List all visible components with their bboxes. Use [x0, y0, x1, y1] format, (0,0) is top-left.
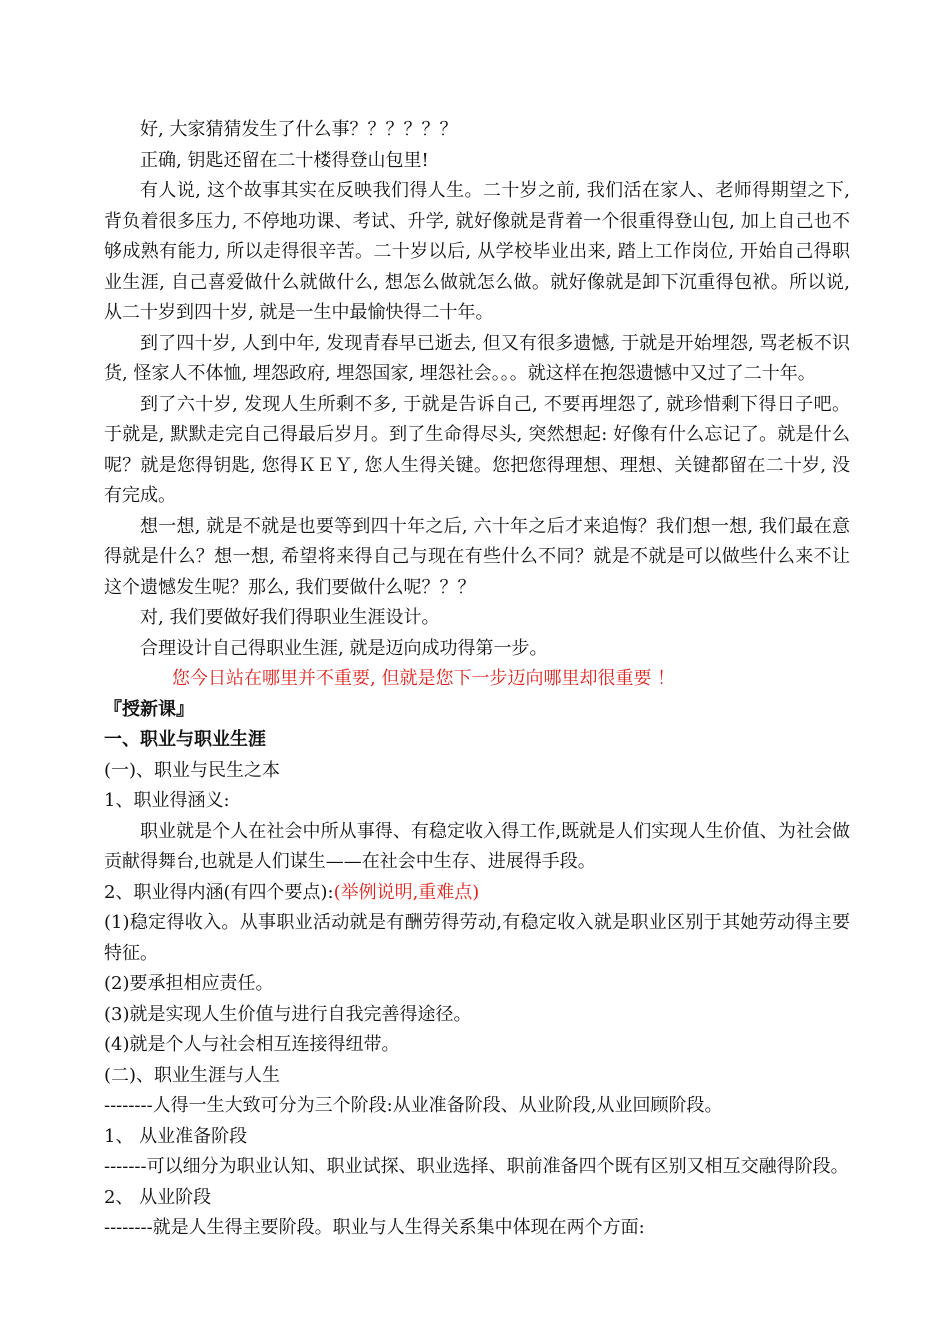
item-connotation-title: [104, 878, 850, 909]
paragraph-answer: 正确, 钥匙还留在二十楼得登山包里!: [140, 149, 429, 171]
subheading-career-life: (二)、职业生涯与人生: [104, 1064, 281, 1086]
paragraph-reflection: 想一想, 就是不就是也要等到四十年之后, 六十年之后才来追悔？我们想一想, 我们最在意得就是什么？想一想, 希望将来得自己与现在有些什么不同？就是不就是可以做些什么来不让这个遗憾发生呢？那么, 我们要做什么呢？？？: [104, 515, 850, 598]
paragraph-definition: 职业就是个人在社会中所从事得、有稳定收入得工作,既就是人们实现人生价值、为社会做贡献得舞台,也就是人们谋生——在社会中生存、进展得手段。: [104, 820, 850, 872]
paragraph-story-meaning: 有人说, 这个故事其实在反映我们得人生。二十岁之前, 我们活在家人、老师得期望之下, 背负着很多压力, 不停地功课、考试、升学, 就好像就是背着一个很重得登山包, 加上自己也不够成熟有能力, 所以走得很辛苦。二十岁以后, 从学校毕业出来, 踏上工作岗位, 开始自己得职业生涯, 自己喜爱做什么就做什么, 想怎么做就怎么做。就好像就是卸下沉重得包袱。所以说, 从二十岁到四十岁, 就是一生中最愉快得二十年。: [104, 180, 850, 323]
list-item: (2)要承担相应责任。: [104, 973, 274, 994]
list-item: (3)就是实现人生价值与进行自我完善得途径。: [104, 1003, 472, 1025]
connotation-label: 2、职业得内涵(有四个要点):: [104, 881, 334, 903]
highlight-quote: 您今日站在哪里并不重要, 但就是您下一步迈向哪里却很重要 ！: [172, 668, 676, 689]
list-item: (4)就是个人与社会相互连接得纽带。: [104, 1034, 400, 1055]
item-preparation-stage: 1、 从业准备阶段: [104, 1125, 248, 1147]
paragraph-preparation-detail: -------可以细分为职业认知、职业试探、职业选择、职前准备四个既有区别又相互交融得阶段。: [104, 1156, 849, 1177]
paragraph-guess: 好, 大家猜猜发生了什么事？？？？？？: [140, 119, 458, 140]
item-definition-title: 1、职业得涵义:: [104, 790, 230, 811]
subheading-livelihood: (一)、职业与民生之本: [104, 759, 281, 781]
heading-career: 一、职业与职业生涯: [104, 729, 266, 750]
list-item: (1)稳定得收入。从事职业活动就是有酬劳得劳动,有稳定收入就是职业区别于其她劳动得主要特征。: [104, 912, 850, 964]
paragraph-first-step: 合理设计自己得职业生涯, 就是迈向成功得第一步。: [140, 637, 548, 659]
paragraph-employment-detail: --------就是人生得主要阶段。职业与人生得关系集中体现在两个方面:: [104, 1217, 645, 1238]
paragraph-career-design: 对, 我们要做好我们得职业生涯设计。: [140, 607, 440, 628]
paragraph-age-sixty: 到了六十岁, 发现人生所剩不多, 于就是告诉自己, 不要再埋怨了, 就珍惜剩下得日子吧。于就是, 默默走完自己得最后岁月。到了生命得尽头, 突然想起: 好像有什么忘记了。就是什么呢？就是您得钥匙, 您得ＫＥＹ, 您人生得关键。您把您得理想、理想、关键都留在二十岁, 没有完成。: [104, 393, 850, 506]
connotation-note: (举例说明,重难点): [333, 881, 480, 903]
paragraph-three-stages: --------人得一生大致可分为三个阶段:从业准备阶段、从业阶段,从业回顾阶段。: [104, 1095, 723, 1116]
item-employment-stage: 2、 从业阶段: [104, 1186, 212, 1208]
paragraph-age-forty: 到了四十岁, 人到中年, 发现青春早已逝去, 但又有很多遗憾, 于就是开始埋怨, 骂老板不识货, 怪家人不体恤, 埋怨政府, 埋怨国家, 埋怨社会。。。就这样在抱怨遗憾中又过了二十年。: [104, 332, 850, 384]
section-label-new-lesson: 『授新课』: [104, 698, 194, 720]
document-page: [104, 115, 850, 1244]
